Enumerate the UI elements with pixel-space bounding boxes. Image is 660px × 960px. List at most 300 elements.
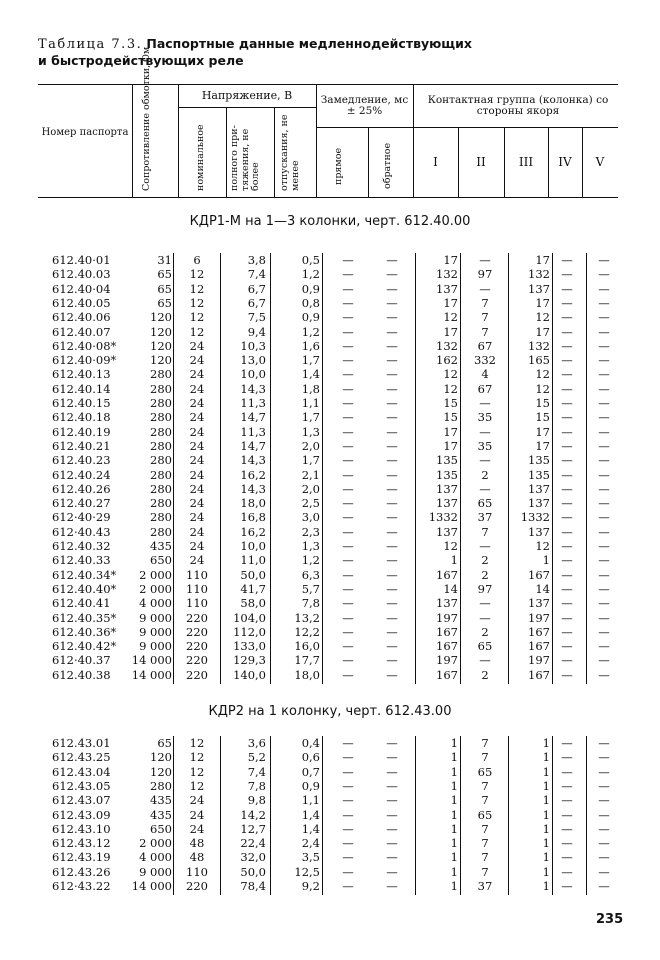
k2-cell: 7 bbox=[481, 750, 489, 765]
k1-cell: 1332 bbox=[428, 510, 458, 525]
release-cell: 1,1 bbox=[301, 793, 320, 808]
k4-cell: — bbox=[561, 610, 573, 625]
k1-cell: 167 bbox=[436, 567, 458, 582]
direct-cell: — bbox=[342, 836, 354, 851]
nominal-cell: 24 bbox=[189, 524, 205, 539]
nominal-cell: 24 bbox=[189, 496, 205, 511]
k4-cell: — bbox=[561, 381, 573, 396]
resistance-cell: 4 000 bbox=[139, 850, 172, 865]
k4-cell: — bbox=[561, 467, 573, 482]
nominal-cell: 48 bbox=[189, 850, 205, 865]
k5-cell: — bbox=[598, 610, 610, 625]
direct-cell: — bbox=[342, 821, 354, 836]
k4-cell: — bbox=[561, 653, 573, 668]
resistance-cell: 280 bbox=[150, 367, 172, 382]
column-rule bbox=[322, 736, 323, 895]
k1-cell: 1 bbox=[450, 553, 458, 568]
k2-cell: 35 bbox=[477, 410, 493, 425]
k5-cell: — bbox=[598, 424, 610, 439]
k2-cell: — bbox=[479, 610, 491, 625]
k4-cell: — bbox=[561, 778, 573, 793]
direct-cell: — bbox=[342, 807, 354, 822]
passport-cell: 612.43.19 bbox=[52, 850, 111, 865]
k3-cell: 137 bbox=[528, 496, 550, 511]
table-row bbox=[0, 383, 660, 396]
resistance-cell: 9 000 bbox=[139, 639, 172, 654]
full-pull-cell: 13,0 bbox=[240, 353, 266, 368]
nominal-cell: 24 bbox=[189, 367, 205, 382]
full-pull-cell: 3,6 bbox=[247, 736, 266, 750]
k2-cell: 7 bbox=[481, 836, 489, 851]
table-row bbox=[0, 440, 660, 453]
nominal-cell: 24 bbox=[189, 539, 205, 553]
table-row bbox=[0, 737, 660, 750]
k5-cell: — bbox=[598, 639, 610, 654]
resistance-cell: 120 bbox=[150, 338, 172, 353]
full-pull-cell: 58,0 bbox=[240, 596, 266, 611]
k1-cell: 137 bbox=[436, 524, 458, 539]
k2-cell: 7 bbox=[481, 324, 489, 339]
header-k5: V bbox=[595, 155, 605, 169]
direct-cell: — bbox=[342, 367, 354, 382]
k1-cell: 1 bbox=[450, 879, 458, 893]
k2-cell: — bbox=[479, 281, 491, 296]
full-pull-cell: 32,0 bbox=[240, 850, 266, 865]
direct-cell: — bbox=[342, 481, 354, 496]
k2-cell: 7 bbox=[481, 793, 489, 808]
reverse-cell: — bbox=[386, 267, 398, 282]
k1-cell: 167 bbox=[436, 624, 458, 639]
passport-cell: 612.40.05 bbox=[52, 295, 111, 310]
k1-cell: 1 bbox=[450, 764, 458, 779]
k4-cell: — bbox=[561, 639, 573, 654]
reverse-cell: — bbox=[386, 424, 398, 439]
column-rule bbox=[415, 736, 416, 895]
k1-cell: 167 bbox=[436, 667, 458, 682]
k5-cell: — bbox=[598, 567, 610, 582]
reverse-cell: — bbox=[386, 581, 398, 596]
k2-cell: 7 bbox=[481, 864, 489, 879]
full-pull-cell: 14,3 bbox=[240, 481, 266, 496]
resistance-cell: 280 bbox=[150, 481, 172, 496]
passport-cell: 612.40.23 bbox=[52, 453, 111, 468]
table-row bbox=[0, 612, 660, 625]
k2-cell: 7 bbox=[481, 310, 489, 325]
header-k3: III bbox=[518, 155, 534, 169]
k3-cell: 132 bbox=[528, 267, 550, 282]
k1-cell: 135 bbox=[436, 467, 458, 482]
k2-cell: 2 bbox=[481, 553, 489, 568]
table-row bbox=[0, 340, 660, 353]
k5-cell: — bbox=[598, 481, 610, 496]
table-row bbox=[0, 297, 660, 310]
full-pull-cell: 41,7 bbox=[240, 581, 266, 596]
full-pull-cell: 7,4 bbox=[247, 764, 266, 779]
full-pull-cell: 7,5 bbox=[247, 310, 266, 325]
nominal-cell: 24 bbox=[189, 481, 205, 496]
k3-cell: 137 bbox=[528, 596, 550, 611]
section2-title: КДР2 на 1 колонку, черт. 612.43.00 bbox=[208, 704, 452, 719]
header-voltage-group: Напряжение, В bbox=[201, 89, 293, 102]
k2-cell: 65 bbox=[477, 496, 493, 511]
k1-cell: 12 bbox=[443, 367, 458, 382]
full-pull-cell: 9,4 bbox=[247, 324, 266, 339]
reverse-cell: — bbox=[386, 539, 398, 553]
table-row bbox=[0, 626, 660, 639]
release-cell: 1,2 bbox=[301, 324, 320, 339]
k3-cell: 135 bbox=[528, 467, 550, 482]
k1-cell: 1 bbox=[450, 864, 458, 879]
table-row bbox=[0, 411, 660, 424]
release-cell: 3,5 bbox=[301, 850, 320, 865]
resistance-cell: 280 bbox=[150, 410, 172, 425]
full-pull-cell: 10,0 bbox=[240, 539, 266, 553]
reverse-cell: — bbox=[386, 467, 398, 482]
k3-cell: 1 bbox=[542, 850, 550, 865]
k4-cell: — bbox=[561, 596, 573, 611]
k1-cell: 17 bbox=[443, 424, 458, 439]
full-pull-cell: 50,0 bbox=[240, 567, 266, 582]
k5-cell: — bbox=[598, 793, 610, 808]
k2-cell: 37 bbox=[477, 879, 493, 893]
column-rule bbox=[460, 253, 461, 684]
column-rule bbox=[552, 736, 553, 895]
release-cell: 16,0 bbox=[294, 639, 320, 654]
full-pull-cell: 7,8 bbox=[247, 778, 266, 793]
nominal-cell: 24 bbox=[189, 410, 205, 425]
release-cell: 1,6 bbox=[301, 338, 320, 353]
table-row bbox=[0, 866, 660, 879]
release-cell: 1,7 bbox=[301, 410, 320, 425]
full-pull-cell: 16,8 bbox=[240, 510, 266, 525]
k3-cell: 12 bbox=[535, 367, 550, 382]
k2-cell: 67 bbox=[477, 381, 493, 396]
k5-cell: — bbox=[598, 764, 610, 779]
k3-cell: 1 bbox=[542, 793, 550, 808]
full-pull-cell: 11,3 bbox=[240, 396, 266, 410]
k2-cell: 97 bbox=[477, 581, 493, 596]
header-k4: IV bbox=[558, 155, 572, 169]
nominal-cell: 12 bbox=[189, 281, 205, 296]
k3-cell: 197 bbox=[528, 653, 550, 668]
nominal-cell: 220 bbox=[186, 624, 208, 639]
reverse-cell: — bbox=[386, 324, 398, 339]
k5-cell: — bbox=[598, 324, 610, 339]
release-cell: 2,5 bbox=[301, 496, 320, 511]
nominal-cell: 24 bbox=[189, 381, 205, 396]
reverse-cell: — bbox=[386, 253, 398, 267]
nominal-cell: 110 bbox=[186, 567, 208, 582]
reverse-cell: — bbox=[386, 410, 398, 425]
nominal-cell: 24 bbox=[189, 807, 205, 822]
k3-cell: 135 bbox=[528, 453, 550, 468]
caption-title-line2: и быстродействующих реле bbox=[38, 53, 244, 68]
header-release: отпускания, не менее bbox=[279, 114, 301, 191]
passport-cell: 612.40·09* bbox=[52, 353, 117, 368]
k4-cell: — bbox=[561, 353, 573, 368]
full-pull-cell: 133,0 bbox=[233, 639, 266, 654]
k5-cell: — bbox=[598, 267, 610, 282]
k4-cell: — bbox=[561, 807, 573, 822]
column-rule bbox=[322, 253, 323, 684]
direct-cell: — bbox=[342, 353, 354, 368]
full-pull-cell: 112,0 bbox=[233, 624, 266, 639]
k5-cell: — bbox=[598, 653, 610, 668]
page-number: 235 bbox=[596, 912, 624, 927]
nominal-cell: 110 bbox=[186, 581, 208, 596]
k4-cell: — bbox=[561, 736, 573, 750]
k2-cell: 67 bbox=[477, 338, 493, 353]
k1-cell: 12 bbox=[443, 381, 458, 396]
k1-cell: 1 bbox=[450, 736, 458, 750]
k2-cell: 7 bbox=[481, 821, 489, 836]
k1-cell: 12 bbox=[443, 539, 458, 553]
nominal-cell: 24 bbox=[189, 821, 205, 836]
k5-cell: — bbox=[598, 396, 610, 410]
release-cell: 7,8 bbox=[301, 596, 320, 611]
resistance-cell: 14 000 bbox=[131, 879, 172, 893]
nominal-cell: 12 bbox=[189, 295, 205, 310]
release-cell: 0,7 bbox=[301, 764, 320, 779]
direct-cell: — bbox=[342, 281, 354, 296]
passport-cell: 612.40.27 bbox=[52, 496, 111, 511]
k4-cell: — bbox=[561, 481, 573, 496]
k5-cell: — bbox=[598, 539, 610, 553]
k2-cell: 7 bbox=[481, 736, 489, 750]
k4-cell: — bbox=[561, 567, 573, 582]
k4-cell: — bbox=[561, 879, 573, 893]
full-pull-cell: 14,3 bbox=[240, 381, 266, 396]
table-caption bbox=[38, 36, 472, 69]
release-cell: 1,4 bbox=[301, 807, 320, 822]
passport-cell: 612.40.35* bbox=[52, 610, 117, 625]
k4-cell: — bbox=[561, 624, 573, 639]
k2-cell: 7 bbox=[481, 850, 489, 865]
k3-cell: 137 bbox=[528, 281, 550, 296]
resistance-cell: 435 bbox=[150, 807, 172, 822]
direct-cell: — bbox=[342, 610, 354, 625]
release-cell: 1,8 bbox=[301, 381, 320, 396]
k3-cell: 12 bbox=[535, 539, 550, 553]
reverse-cell: — bbox=[386, 736, 398, 750]
k3-cell: 1 bbox=[542, 879, 550, 893]
k3-cell: 1 bbox=[542, 750, 550, 765]
k1-cell: 197 bbox=[436, 653, 458, 668]
column-rule bbox=[270, 253, 271, 684]
resistance-cell: 2 000 bbox=[139, 581, 172, 596]
table-row bbox=[0, 526, 660, 539]
nominal-cell: 24 bbox=[189, 438, 205, 453]
k2-cell: 332 bbox=[474, 353, 496, 368]
reverse-cell: — bbox=[386, 438, 398, 453]
nominal-cell: 48 bbox=[189, 836, 205, 851]
nominal-cell: 12 bbox=[189, 778, 205, 793]
k5-cell: — bbox=[598, 750, 610, 765]
full-pull-cell: 14,7 bbox=[240, 438, 266, 453]
full-pull-cell: 129,3 bbox=[233, 653, 266, 668]
full-pull-cell: 11,3 bbox=[240, 424, 266, 439]
nominal-cell: 110 bbox=[186, 864, 208, 879]
direct-cell: — bbox=[342, 764, 354, 779]
k4-cell: — bbox=[561, 338, 573, 353]
reverse-cell: — bbox=[386, 653, 398, 668]
k1-cell: 137 bbox=[436, 496, 458, 511]
nominal-cell: 24 bbox=[189, 338, 205, 353]
k5-cell: — bbox=[598, 467, 610, 482]
passport-cell: 612.40·08* bbox=[52, 338, 117, 353]
k3-cell: 17 bbox=[535, 424, 550, 439]
k4-cell: — bbox=[561, 850, 573, 865]
resistance-cell: 4 000 bbox=[139, 596, 172, 611]
release-cell: 0,8 bbox=[301, 295, 320, 310]
nominal-cell: 12 bbox=[189, 310, 205, 325]
nominal-cell: 24 bbox=[189, 553, 205, 568]
reverse-cell: — bbox=[386, 481, 398, 496]
table-row bbox=[0, 880, 660, 893]
full-pull-cell: 10,3 bbox=[240, 338, 266, 353]
table-row bbox=[0, 823, 660, 836]
reverse-cell: — bbox=[386, 596, 398, 611]
k2-cell: — bbox=[479, 396, 491, 410]
full-pull-cell: 140,0 bbox=[233, 667, 266, 682]
table-row bbox=[0, 511, 660, 524]
nominal-cell: 220 bbox=[186, 653, 208, 668]
passport-cell: 612.40.06 bbox=[52, 310, 111, 325]
direct-cell: — bbox=[342, 410, 354, 425]
direct-cell: — bbox=[342, 524, 354, 539]
k2-cell: 97 bbox=[477, 267, 493, 282]
k1-cell: 137 bbox=[436, 481, 458, 496]
passport-cell: 612.43.07 bbox=[52, 793, 111, 808]
k4-cell: — bbox=[561, 367, 573, 382]
direct-cell: — bbox=[342, 496, 354, 511]
resistance-cell: 280 bbox=[150, 510, 172, 525]
reverse-cell: — bbox=[386, 453, 398, 468]
k2-cell: 65 bbox=[477, 639, 493, 654]
k2-cell: 65 bbox=[477, 764, 493, 779]
k3-cell: 12 bbox=[535, 381, 550, 396]
k4-cell: — bbox=[561, 396, 573, 410]
full-pull-cell: 5,2 bbox=[247, 750, 266, 765]
k2-cell: — bbox=[479, 424, 491, 439]
full-pull-cell: 14,2 bbox=[240, 807, 266, 822]
reverse-cell: — bbox=[386, 793, 398, 808]
direct-cell: — bbox=[342, 324, 354, 339]
column-rule bbox=[552, 253, 553, 684]
nominal-cell: 24 bbox=[189, 453, 205, 468]
resistance-cell: 65 bbox=[157, 267, 172, 282]
nominal-cell: 12 bbox=[189, 267, 205, 282]
resistance-cell: 435 bbox=[150, 793, 172, 808]
full-pull-cell: 14,3 bbox=[240, 453, 266, 468]
resistance-cell: 280 bbox=[150, 453, 172, 468]
k3-cell: 17 bbox=[535, 253, 550, 267]
passport-cell: 612.43.12 bbox=[52, 836, 111, 851]
k2-cell: 35 bbox=[477, 438, 493, 453]
reverse-cell: — bbox=[386, 821, 398, 836]
table-row bbox=[0, 483, 660, 496]
header-k1: I bbox=[433, 155, 438, 169]
passport-cell: 612·43.22 bbox=[52, 879, 111, 893]
k2-cell: — bbox=[479, 481, 491, 496]
k1-cell: 167 bbox=[436, 639, 458, 654]
resistance-cell: 280 bbox=[150, 496, 172, 511]
k3-cell: 1 bbox=[542, 778, 550, 793]
nominal-cell: 24 bbox=[189, 396, 205, 410]
column-rule bbox=[460, 736, 461, 895]
k2-cell: 7 bbox=[481, 524, 489, 539]
table-row bbox=[0, 368, 660, 381]
resistance-cell: 435 bbox=[150, 539, 172, 553]
k5-cell: — bbox=[598, 879, 610, 893]
k3-cell: 167 bbox=[528, 667, 550, 682]
table-row bbox=[0, 809, 660, 822]
k3-cell: 137 bbox=[528, 481, 550, 496]
release-cell: 1,4 bbox=[301, 367, 320, 382]
direct-cell: — bbox=[342, 267, 354, 282]
nominal-cell: 220 bbox=[186, 667, 208, 682]
table-row bbox=[0, 669, 660, 682]
reverse-cell: — bbox=[386, 879, 398, 893]
table-row bbox=[0, 426, 660, 439]
k3-cell: 197 bbox=[528, 610, 550, 625]
k5-cell: — bbox=[598, 353, 610, 368]
reverse-cell: — bbox=[386, 750, 398, 765]
k3-cell: 17 bbox=[535, 295, 550, 310]
direct-cell: — bbox=[342, 793, 354, 808]
direct-cell: — bbox=[342, 778, 354, 793]
release-cell: 2,0 bbox=[301, 438, 320, 453]
direct-cell: — bbox=[342, 438, 354, 453]
direct-cell: — bbox=[342, 850, 354, 865]
nominal-cell: 220 bbox=[186, 639, 208, 654]
header-delay-group: Замедление, мс ± 25% bbox=[320, 94, 409, 117]
passport-cell: 612·40.37 bbox=[52, 653, 111, 668]
k5-cell: — bbox=[598, 821, 610, 836]
k5-cell: — bbox=[598, 253, 610, 267]
k2-cell: 2 bbox=[481, 467, 489, 482]
release-cell: 0,9 bbox=[301, 281, 320, 296]
table-row bbox=[0, 497, 660, 510]
full-pull-cell: 14,7 bbox=[240, 410, 266, 425]
k3-cell: 12 bbox=[535, 310, 550, 325]
k3-cell: 167 bbox=[528, 567, 550, 582]
caption-title-line1: Паспортные данные медленнодействующих bbox=[146, 36, 472, 51]
direct-cell: — bbox=[342, 453, 354, 468]
k1-cell: 197 bbox=[436, 610, 458, 625]
passport-cell: 612.43.04 bbox=[52, 764, 111, 779]
column-rule bbox=[173, 736, 174, 895]
k3-cell: 15 bbox=[535, 410, 550, 425]
k5-cell: — bbox=[598, 736, 610, 750]
full-pull-cell: 16,2 bbox=[240, 467, 266, 482]
column-rule bbox=[270, 736, 271, 895]
column-rule bbox=[220, 736, 221, 895]
full-pull-cell: 50,0 bbox=[240, 864, 266, 879]
k2-cell: 65 bbox=[477, 807, 493, 822]
passport-cell: 612.40.14 bbox=[52, 381, 111, 396]
k2-cell: — bbox=[479, 253, 491, 267]
resistance-cell: 14 000 bbox=[131, 653, 172, 668]
k1-cell: 17 bbox=[443, 438, 458, 453]
table-row bbox=[0, 751, 660, 764]
full-pull-cell: 104,0 bbox=[233, 610, 266, 625]
reverse-cell: — bbox=[386, 807, 398, 822]
k2-cell: 7 bbox=[481, 778, 489, 793]
k3-cell: 1332 bbox=[520, 510, 550, 525]
header-passport: Номер паспорта bbox=[41, 127, 129, 138]
reverse-cell: — bbox=[386, 639, 398, 654]
